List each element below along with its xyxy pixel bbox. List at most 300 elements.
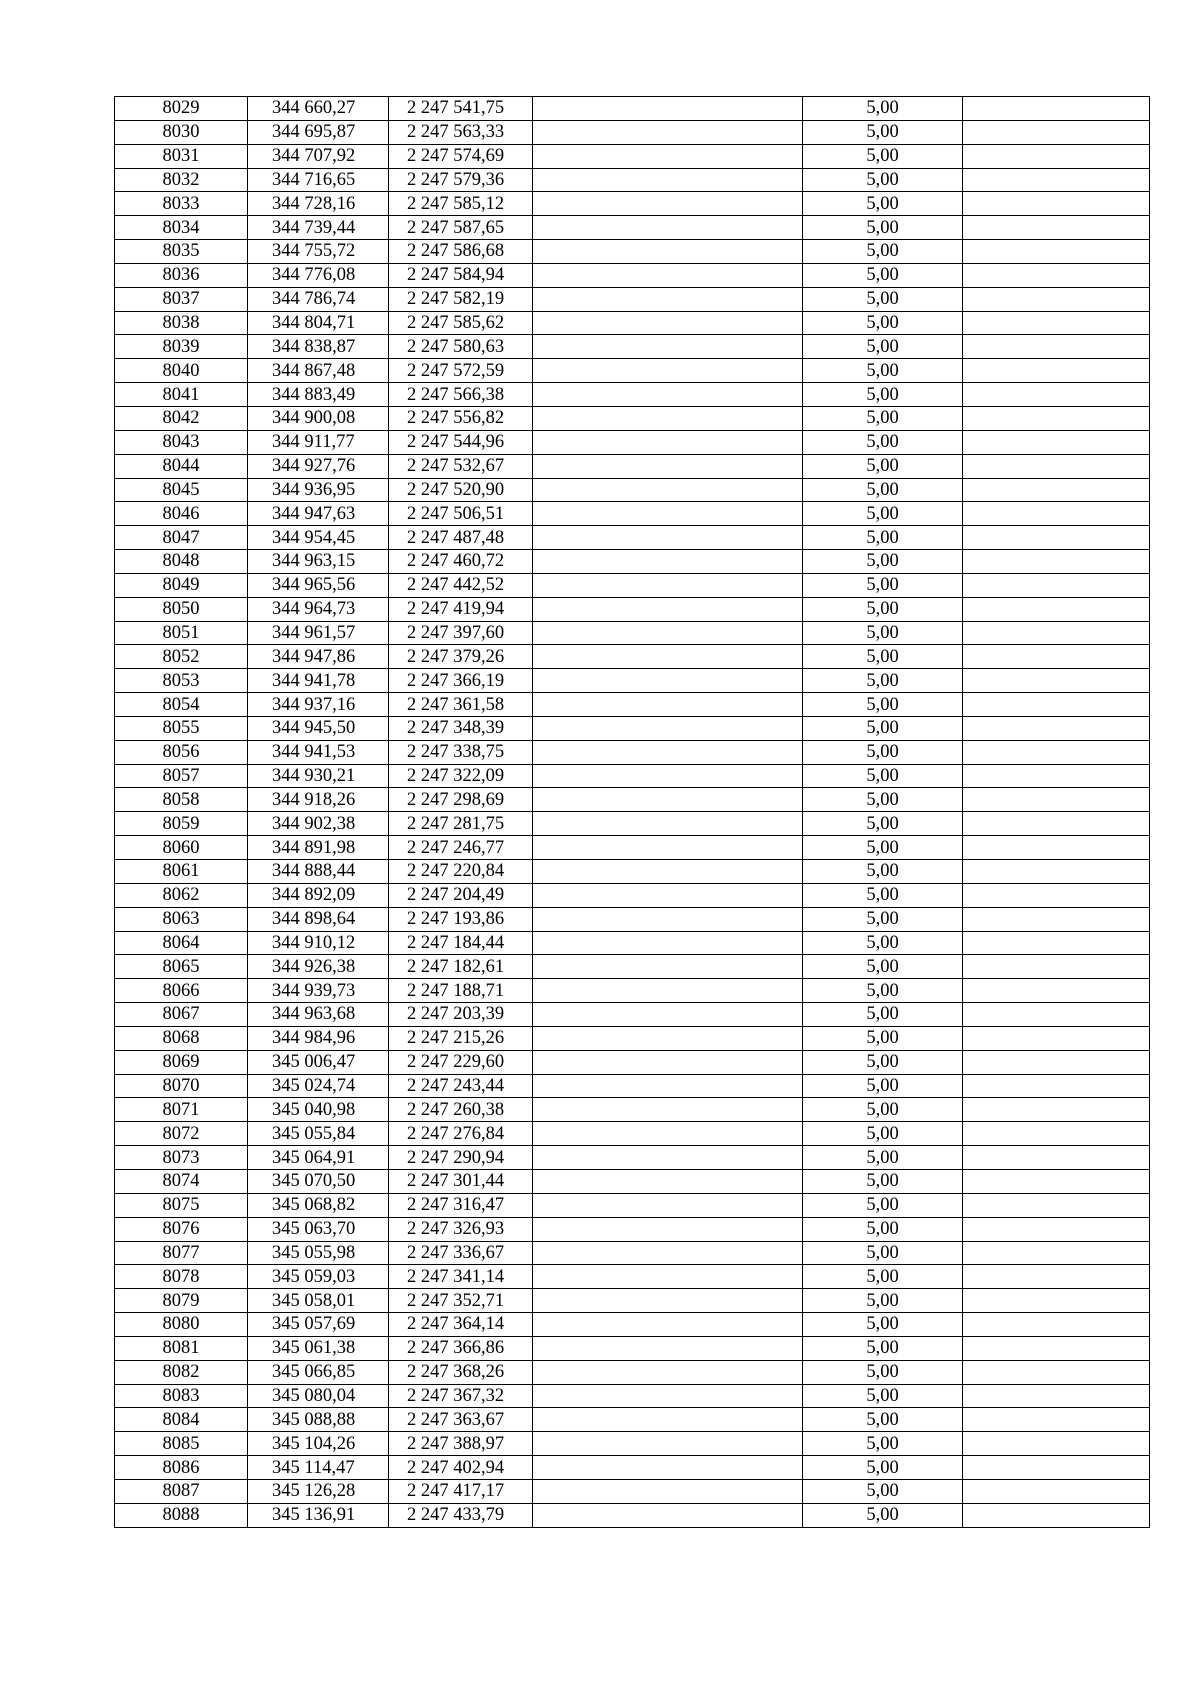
y-coordinate-cell: 2 247 585,12 <box>389 192 533 216</box>
value-cell: 5,00 <box>803 693 963 717</box>
note-cell <box>963 931 1150 955</box>
empty-cell <box>533 1193 803 1217</box>
y-coordinate-cell: 2 247 544,96 <box>389 430 533 454</box>
point-number-cell: 8058 <box>115 788 248 812</box>
table-row <box>115 287 1150 311</box>
empty-cell <box>533 335 803 359</box>
x-coordinate-cell: 345 063,70 <box>248 1217 389 1241</box>
note-cell <box>963 240 1150 264</box>
x-coordinate-cell: 344 716,65 <box>248 168 389 192</box>
table-row <box>115 1408 1150 1432</box>
note-cell <box>963 788 1150 812</box>
x-coordinate-cell: 345 057,69 <box>248 1313 389 1337</box>
value-cell: 5,00 <box>803 406 963 430</box>
note-cell <box>963 740 1150 764</box>
y-coordinate-cell: 2 247 433,79 <box>389 1503 533 1527</box>
point-number-cell: 8059 <box>115 812 248 836</box>
point-number-cell: 8031 <box>115 144 248 168</box>
point-number-cell: 8050 <box>115 597 248 621</box>
point-number-cell: 8033 <box>115 192 248 216</box>
y-coordinate-cell: 2 247 397,60 <box>389 621 533 645</box>
value-cell: 5,00 <box>803 931 963 955</box>
x-coordinate-cell: 344 739,44 <box>248 216 389 240</box>
x-coordinate-cell: 345 126,28 <box>248 1479 389 1503</box>
point-number-cell: 8039 <box>115 335 248 359</box>
value-cell: 5,00 <box>803 1384 963 1408</box>
point-number-cell: 8085 <box>115 1432 248 1456</box>
x-coordinate-cell: 344 936,95 <box>248 478 389 502</box>
y-coordinate-cell: 2 247 290,94 <box>389 1146 533 1170</box>
y-coordinate-cell: 2 247 419,94 <box>389 597 533 621</box>
table-row <box>115 1098 1150 1122</box>
empty-cell <box>533 478 803 502</box>
value-cell: 5,00 <box>803 1456 963 1480</box>
x-coordinate-cell: 344 941,78 <box>248 669 389 693</box>
note-cell <box>963 860 1150 884</box>
point-number-cell: 8087 <box>115 1479 248 1503</box>
empty-cell <box>533 383 803 407</box>
x-coordinate-cell: 344 965,56 <box>248 573 389 597</box>
table-row <box>115 1336 1150 1360</box>
x-coordinate-cell: 344 883,49 <box>248 383 389 407</box>
note-cell <box>963 1241 1150 1265</box>
point-number-cell: 8047 <box>115 526 248 550</box>
y-coordinate-cell: 2 247 260,38 <box>389 1098 533 1122</box>
y-coordinate-cell: 2 247 574,69 <box>389 144 533 168</box>
x-coordinate-cell: 344 926,38 <box>248 955 389 979</box>
point-number-cell: 8048 <box>115 550 248 574</box>
empty-cell <box>533 1098 803 1122</box>
point-number-cell: 8078 <box>115 1265 248 1289</box>
y-coordinate-cell: 2 247 556,82 <box>389 406 533 430</box>
y-coordinate-cell: 2 247 366,19 <box>389 669 533 693</box>
value-cell: 5,00 <box>803 430 963 454</box>
table-row <box>115 478 1150 502</box>
empty-cell <box>533 883 803 907</box>
table-row <box>115 1456 1150 1480</box>
point-number-cell: 8036 <box>115 263 248 287</box>
value-cell: 5,00 <box>803 1050 963 1074</box>
x-coordinate-cell: 345 024,74 <box>248 1074 389 1098</box>
point-number-cell: 8032 <box>115 168 248 192</box>
table-row <box>115 335 1150 359</box>
value-cell: 5,00 <box>803 955 963 979</box>
y-coordinate-cell: 2 247 204,49 <box>389 883 533 907</box>
point-number-cell: 8053 <box>115 669 248 693</box>
x-coordinate-cell: 344 900,08 <box>248 406 389 430</box>
y-coordinate-cell: 2 247 586,68 <box>389 240 533 264</box>
table-row <box>115 788 1150 812</box>
table-row <box>115 550 1150 574</box>
x-coordinate-cell: 344 902,38 <box>248 812 389 836</box>
point-number-cell: 8068 <box>115 1026 248 1050</box>
x-coordinate-cell: 344 888,44 <box>248 860 389 884</box>
note-cell <box>963 287 1150 311</box>
y-coordinate-cell: 2 247 579,36 <box>389 168 533 192</box>
y-coordinate-cell: 2 247 367,32 <box>389 1384 533 1408</box>
x-coordinate-cell: 344 892,09 <box>248 883 389 907</box>
table-row <box>115 97 1150 121</box>
value-cell: 5,00 <box>803 1265 963 1289</box>
y-coordinate-cell: 2 247 582,19 <box>389 287 533 311</box>
note-cell <box>963 1122 1150 1146</box>
x-coordinate-cell: 345 070,50 <box>248 1169 389 1193</box>
empty-cell <box>533 860 803 884</box>
empty-cell <box>533 359 803 383</box>
value-cell: 5,00 <box>803 1217 963 1241</box>
x-coordinate-cell: 345 080,04 <box>248 1384 389 1408</box>
note-cell <box>963 359 1150 383</box>
empty-cell <box>533 120 803 144</box>
table-row <box>115 621 1150 645</box>
x-coordinate-cell: 344 941,53 <box>248 740 389 764</box>
table-row <box>115 907 1150 931</box>
empty-cell <box>533 788 803 812</box>
y-coordinate-cell: 2 247 336,67 <box>389 1241 533 1265</box>
value-cell: 5,00 <box>803 216 963 240</box>
x-coordinate-cell: 345 104,26 <box>248 1432 389 1456</box>
note-cell <box>963 311 1150 335</box>
value-cell: 5,00 <box>803 168 963 192</box>
value-cell: 5,00 <box>803 1503 963 1527</box>
value-cell: 5,00 <box>803 1479 963 1503</box>
point-number-cell: 8034 <box>115 216 248 240</box>
table-row <box>115 1479 1150 1503</box>
x-coordinate-cell: 345 006,47 <box>248 1050 389 1074</box>
point-number-cell: 8067 <box>115 1003 248 1027</box>
note-cell <box>963 573 1150 597</box>
point-number-cell: 8054 <box>115 693 248 717</box>
x-coordinate-cell: 345 066,85 <box>248 1360 389 1384</box>
note-cell <box>963 550 1150 574</box>
y-coordinate-cell: 2 247 203,39 <box>389 1003 533 1027</box>
note-cell <box>963 502 1150 526</box>
value-cell: 5,00 <box>803 1336 963 1360</box>
note-cell <box>963 669 1150 693</box>
y-coordinate-cell: 2 247 460,72 <box>389 550 533 574</box>
table-row <box>115 1074 1150 1098</box>
value-cell: 5,00 <box>803 1241 963 1265</box>
y-coordinate-cell: 2 247 572,59 <box>389 359 533 383</box>
value-cell: 5,00 <box>803 764 963 788</box>
note-cell <box>963 1289 1150 1313</box>
table-row <box>115 764 1150 788</box>
table-row <box>115 1026 1150 1050</box>
value-cell: 5,00 <box>803 645 963 669</box>
point-number-cell: 8083 <box>115 1384 248 1408</box>
note-cell <box>963 764 1150 788</box>
empty-cell <box>533 1384 803 1408</box>
y-coordinate-cell: 2 247 361,58 <box>389 693 533 717</box>
empty-cell <box>533 645 803 669</box>
y-coordinate-cell: 2 247 352,71 <box>389 1289 533 1313</box>
x-coordinate-cell: 344 910,12 <box>248 931 389 955</box>
value-cell: 5,00 <box>803 1193 963 1217</box>
note-cell <box>963 621 1150 645</box>
empty-cell <box>533 621 803 645</box>
value-cell: 5,00 <box>803 716 963 740</box>
table-row <box>115 740 1150 764</box>
empty-cell <box>533 502 803 526</box>
note-cell <box>963 168 1150 192</box>
empty-cell <box>533 1313 803 1337</box>
y-coordinate-cell: 2 247 322,09 <box>389 764 533 788</box>
table-row <box>115 1146 1150 1170</box>
value-cell: 5,00 <box>803 883 963 907</box>
x-coordinate-cell: 344 984,96 <box>248 1026 389 1050</box>
note-cell <box>963 406 1150 430</box>
point-number-cell: 8069 <box>115 1050 248 1074</box>
y-coordinate-cell: 2 247 587,65 <box>389 216 533 240</box>
empty-cell <box>533 550 803 574</box>
note-cell <box>963 1265 1150 1289</box>
point-number-cell: 8079 <box>115 1289 248 1313</box>
note-cell <box>963 192 1150 216</box>
note-cell <box>963 1360 1150 1384</box>
empty-cell <box>533 97 803 121</box>
table-row <box>115 1289 1150 1313</box>
point-number-cell: 8029 <box>115 97 248 121</box>
y-coordinate-cell: 2 247 402,94 <box>389 1456 533 1480</box>
point-number-cell: 8063 <box>115 907 248 931</box>
x-coordinate-cell: 344 927,76 <box>248 454 389 478</box>
y-coordinate-cell: 2 247 364,14 <box>389 1313 533 1337</box>
value-cell: 5,00 <box>803 1122 963 1146</box>
note-cell <box>963 454 1150 478</box>
table-row <box>115 216 1150 240</box>
empty-cell <box>533 1003 803 1027</box>
x-coordinate-cell: 344 961,57 <box>248 621 389 645</box>
table-row <box>115 1384 1150 1408</box>
table-row <box>115 597 1150 621</box>
note-cell <box>963 693 1150 717</box>
table-row <box>115 1503 1150 1527</box>
empty-cell <box>533 311 803 335</box>
note-cell <box>963 1384 1150 1408</box>
table-row <box>115 168 1150 192</box>
note-cell <box>963 1432 1150 1456</box>
table-row <box>115 192 1150 216</box>
point-number-cell: 8061 <box>115 860 248 884</box>
y-coordinate-cell: 2 247 363,67 <box>389 1408 533 1432</box>
table-row <box>115 836 1150 860</box>
note-cell <box>963 430 1150 454</box>
value-cell: 5,00 <box>803 478 963 502</box>
table-row <box>115 1265 1150 1289</box>
x-coordinate-cell: 344 898,64 <box>248 907 389 931</box>
x-coordinate-cell: 344 728,16 <box>248 192 389 216</box>
point-number-cell: 8040 <box>115 359 248 383</box>
y-coordinate-cell: 2 247 368,26 <box>389 1360 533 1384</box>
table-row <box>115 979 1150 1003</box>
empty-cell <box>533 1241 803 1265</box>
table-row <box>115 693 1150 717</box>
note-cell <box>963 120 1150 144</box>
note-cell <box>963 526 1150 550</box>
note-cell <box>963 979 1150 1003</box>
point-number-cell: 8060 <box>115 836 248 860</box>
x-coordinate-cell: 345 088,88 <box>248 1408 389 1432</box>
x-coordinate-cell: 344 660,27 <box>248 97 389 121</box>
y-coordinate-cell: 2 247 532,67 <box>389 454 533 478</box>
empty-cell <box>533 1503 803 1527</box>
table-row <box>115 860 1150 884</box>
x-coordinate-cell: 344 911,77 <box>248 430 389 454</box>
value-cell: 5,00 <box>803 192 963 216</box>
point-number-cell: 8056 <box>115 740 248 764</box>
x-coordinate-cell: 344 945,50 <box>248 716 389 740</box>
value-cell: 5,00 <box>803 740 963 764</box>
empty-cell <box>533 406 803 430</box>
y-coordinate-cell: 2 247 301,44 <box>389 1169 533 1193</box>
table-row <box>115 120 1150 144</box>
point-number-cell: 8041 <box>115 383 248 407</box>
y-coordinate-cell: 2 247 229,60 <box>389 1050 533 1074</box>
note-cell <box>963 836 1150 860</box>
note-cell <box>963 1217 1150 1241</box>
x-coordinate-cell: 344 937,16 <box>248 693 389 717</box>
value-cell: 5,00 <box>803 573 963 597</box>
value-cell: 5,00 <box>803 1432 963 1456</box>
point-number-cell: 8055 <box>115 716 248 740</box>
y-coordinate-cell: 2 247 585,62 <box>389 311 533 335</box>
x-coordinate-cell: 344 930,21 <box>248 764 389 788</box>
empty-cell <box>533 1050 803 1074</box>
x-coordinate-cell: 344 964,73 <box>248 597 389 621</box>
empty-cell <box>533 526 803 550</box>
x-coordinate-cell: 344 776,08 <box>248 263 389 287</box>
y-coordinate-cell: 2 247 341,14 <box>389 1265 533 1289</box>
value-cell: 5,00 <box>803 550 963 574</box>
x-coordinate-cell: 345 055,84 <box>248 1122 389 1146</box>
point-number-cell: 8045 <box>115 478 248 502</box>
note-cell <box>963 144 1150 168</box>
coordinates-table <box>114 96 1150 1528</box>
value-cell: 5,00 <box>803 1313 963 1337</box>
empty-cell <box>533 168 803 192</box>
note-cell <box>963 645 1150 669</box>
point-number-cell: 8051 <box>115 621 248 645</box>
x-coordinate-cell: 344 939,73 <box>248 979 389 1003</box>
y-coordinate-cell: 2 247 243,44 <box>389 1074 533 1098</box>
empty-cell <box>533 979 803 1003</box>
point-number-cell: 8084 <box>115 1408 248 1432</box>
point-number-cell: 8049 <box>115 573 248 597</box>
table-row <box>115 573 1150 597</box>
empty-cell <box>533 573 803 597</box>
x-coordinate-cell: 344 954,45 <box>248 526 389 550</box>
x-coordinate-cell: 344 695,87 <box>248 120 389 144</box>
note-cell <box>963 97 1150 121</box>
x-coordinate-cell: 345 061,38 <box>248 1336 389 1360</box>
empty-cell <box>533 1074 803 1098</box>
table-row <box>115 955 1150 979</box>
y-coordinate-cell: 2 247 442,52 <box>389 573 533 597</box>
empty-cell <box>533 144 803 168</box>
note-cell <box>963 955 1150 979</box>
value-cell: 5,00 <box>803 836 963 860</box>
empty-cell <box>533 836 803 860</box>
value-cell: 5,00 <box>803 1408 963 1432</box>
point-number-cell: 8070 <box>115 1074 248 1098</box>
value-cell: 5,00 <box>803 311 963 335</box>
empty-cell <box>533 287 803 311</box>
value-cell: 5,00 <box>803 1074 963 1098</box>
table-row <box>115 383 1150 407</box>
y-coordinate-cell: 2 247 563,33 <box>389 120 533 144</box>
value-cell: 5,00 <box>803 812 963 836</box>
empty-cell <box>533 597 803 621</box>
point-number-cell: 8075 <box>115 1193 248 1217</box>
value-cell: 5,00 <box>803 597 963 621</box>
x-coordinate-cell: 344 867,48 <box>248 359 389 383</box>
y-coordinate-cell: 2 247 188,71 <box>389 979 533 1003</box>
table-row <box>115 1432 1150 1456</box>
note-cell <box>963 383 1150 407</box>
x-coordinate-cell: 344 838,87 <box>248 335 389 359</box>
y-coordinate-cell: 2 247 580,63 <box>389 335 533 359</box>
coordinates-table-body <box>115 97 1150 1528</box>
table-row <box>115 406 1150 430</box>
value-cell: 5,00 <box>803 383 963 407</box>
empty-cell <box>533 1456 803 1480</box>
table-row <box>115 645 1150 669</box>
value-cell: 5,00 <box>803 120 963 144</box>
empty-cell <box>533 716 803 740</box>
point-number-cell: 8044 <box>115 454 248 478</box>
value-cell: 5,00 <box>803 287 963 311</box>
point-number-cell: 8080 <box>115 1313 248 1337</box>
empty-cell <box>533 1026 803 1050</box>
x-coordinate-cell: 344 707,92 <box>248 144 389 168</box>
x-coordinate-cell: 344 918,26 <box>248 788 389 812</box>
note-cell <box>963 335 1150 359</box>
y-coordinate-cell: 2 247 193,86 <box>389 907 533 931</box>
point-number-cell: 8037 <box>115 287 248 311</box>
point-number-cell: 8035 <box>115 240 248 264</box>
value-cell: 5,00 <box>803 1098 963 1122</box>
value-cell: 5,00 <box>803 1169 963 1193</box>
point-number-cell: 8062 <box>115 883 248 907</box>
y-coordinate-cell: 2 247 246,77 <box>389 836 533 860</box>
empty-cell <box>533 454 803 478</box>
note-cell <box>963 1336 1150 1360</box>
point-number-cell: 8074 <box>115 1169 248 1193</box>
x-coordinate-cell: 344 947,63 <box>248 502 389 526</box>
point-number-cell: 8065 <box>115 955 248 979</box>
value-cell: 5,00 <box>803 97 963 121</box>
y-coordinate-cell: 2 247 388,97 <box>389 1432 533 1456</box>
empty-cell <box>533 1479 803 1503</box>
point-number-cell: 8043 <box>115 430 248 454</box>
value-cell: 5,00 <box>803 502 963 526</box>
table-row <box>115 311 1150 335</box>
value-cell: 5,00 <box>803 454 963 478</box>
empty-cell <box>533 740 803 764</box>
value-cell: 5,00 <box>803 240 963 264</box>
y-coordinate-cell: 2 247 338,75 <box>389 740 533 764</box>
value-cell: 5,00 <box>803 669 963 693</box>
x-coordinate-cell: 345 040,98 <box>248 1098 389 1122</box>
y-coordinate-cell: 2 247 276,84 <box>389 1122 533 1146</box>
value-cell: 5,00 <box>803 359 963 383</box>
y-coordinate-cell: 2 247 316,47 <box>389 1193 533 1217</box>
x-coordinate-cell: 344 891,98 <box>248 836 389 860</box>
note-cell <box>963 1003 1150 1027</box>
note-cell <box>963 716 1150 740</box>
point-number-cell: 8064 <box>115 931 248 955</box>
y-coordinate-cell: 2 247 584,94 <box>389 263 533 287</box>
